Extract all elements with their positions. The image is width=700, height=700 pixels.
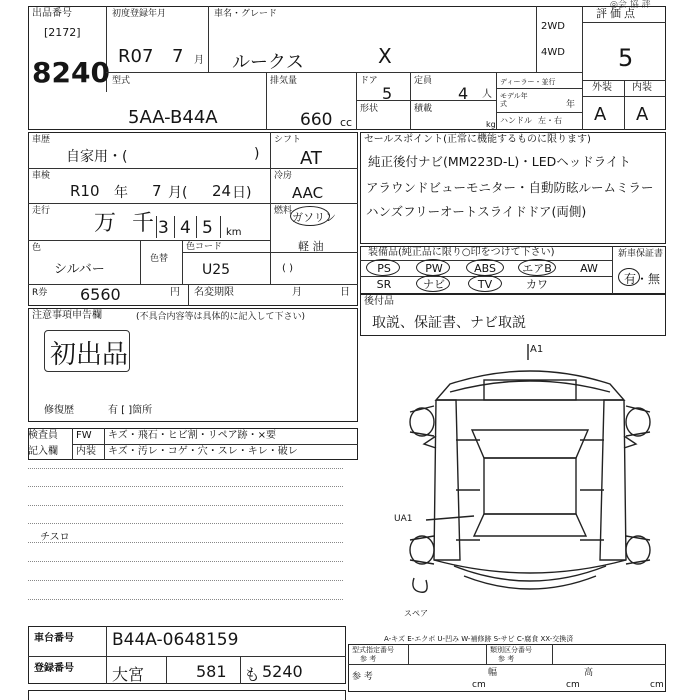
registration-limit-label: 名変期限: [194, 287, 234, 298]
body-outline: [434, 400, 626, 573]
chassis-value: B44A-0648159: [112, 630, 239, 650]
inspection-day: 24: [212, 182, 232, 200]
color-label: 色: [32, 243, 42, 253]
recycle-value: 6560: [80, 285, 121, 304]
equip-leather: カワ: [526, 278, 548, 291]
plate-number: 5240: [262, 662, 303, 681]
mileage-digit-3: 5: [202, 218, 213, 238]
color-code: U25: [202, 262, 231, 278]
equipment-label: 装備品(純正品に限り○印をつけて下さい): [368, 247, 555, 258]
load-label: 積載: [414, 104, 433, 114]
repair-value: 有 [ ]箇所: [108, 405, 153, 416]
circle-abs: [466, 259, 504, 276]
interior-label: 内装: [632, 82, 652, 93]
equip-airbag: エアB: [522, 262, 552, 275]
plate-label: 登録番号: [34, 663, 74, 674]
wheel-front-left: [410, 408, 434, 436]
doors-label: ドア: [360, 76, 378, 86]
sales-point-1: 純正後付ナビ(MM223D-L)・LEDヘッドライト: [368, 154, 631, 169]
notes-handwritten: 初出品: [50, 340, 129, 370]
dealer-label: ディーラー・並行: [500, 78, 556, 86]
windshield-outline: [472, 430, 588, 458]
first-registration-month: 7: [172, 46, 184, 67]
fuel-label: 燃料: [274, 206, 293, 216]
model-label: 型式: [112, 76, 131, 86]
lot-label: 出品番号: [32, 8, 72, 19]
exterior-label: 外装: [592, 82, 612, 93]
exterior-grade: A: [594, 104, 607, 125]
chassis-label: 車台番号: [34, 633, 74, 644]
auction-sheet: ◎会 協 評 出品番号 [2172] 8240 初度登録年月 R07 7 月 車名・グレード ルークス X 2WD 4WD 評価点 5 型式 5AA-B44A 排気量 660 cc ドア 5 形状 定員 4 人 積載 kg ディーラー・並行 モデル年式 年 ハンドル 左・右 外装 内装 A A 車歴 自家用・( ) シフト AT 車検 R10 年 7 月( 24 日) 冷房 AAC 走行 万 千 3 4 5 km 燃料 ガソリン 軽 油 色 シルバー 色替 色コード U25 ( ) R券 6560 円 名変期限 月 日 注意事項申告欄 (不具合内容等は具体的に記入して下さい) 初出品 修復歴 有 [ ]箇所 検査員 記入欄 FW キズ・飛石・ヒビ割・リペア跡・×要 内装 キズ・汚レ・コゲ・穴・スレ・キレ・破レ チスロ セールスポイント(正常に機能するものに限ります) 純正後付ナビ(MM223D-L)・LEDヘッドライト アラウンドビューモニター・自動防眩ルームミラー ハンズフリーオートスライドドア(両側) 装備品(純正品に限り○印をつけて下さい) 新車保証書 有・無 PS PW ABS エアB AW SR ナビ TV カワ 後付品 取説、保証書、ナビ取説 A1 UA1 スペア A-キズ E-エクボ U-凹み W-補修跡 S-サビ C-腐食 XX-交換済 車台番号 B44A-0648159 登録番号 大宮 581 も 5240 型式指定番号 参 考 類別区分番号 参 考 参 考 幅 高 cm cm cm: [0, 0, 700, 700]
header-right-text: ◎会 協 評: [610, 0, 651, 10]
check-row-1: キズ・飛石・ヒビ割・リペア跡・×要: [108, 430, 276, 441]
damage-mark-top: A1: [530, 344, 544, 355]
bottom-cut-row: [28, 690, 346, 700]
mileage-man: 万: [94, 211, 117, 236]
interior-grade: A: [636, 104, 649, 125]
first-registration-label: 初度登録年月: [112, 9, 167, 19]
interior-check-label: 内装: [76, 446, 96, 457]
check-row-2: キズ・汚レ・コゲ・穴・スレ・キレ・破レ: [108, 446, 298, 457]
equip-aw: AW: [580, 262, 598, 275]
plate-area: 大宮: [112, 665, 145, 684]
color-code-label: 色コード: [186, 242, 223, 252]
first-registration-year: R07: [118, 46, 154, 67]
inspector-label: 検査員: [28, 430, 58, 441]
capacity-value: 4: [458, 84, 469, 103]
drive-2wd: 2WD: [541, 21, 565, 32]
notes-label: 注意事項申告欄: [32, 310, 102, 321]
damage-mark-left: UA1: [394, 514, 413, 524]
equip-pw: PW: [425, 262, 443, 275]
rear-window-outline: [474, 514, 586, 536]
equip-abs: ABS: [474, 262, 496, 275]
entry-label: 記入欄: [28, 446, 58, 457]
car-name: ルークス: [232, 52, 304, 73]
inspection-month: 7: [152, 182, 162, 200]
attachments-label: 後付品: [364, 296, 394, 307]
equip-sr: SR: [376, 278, 392, 291]
recycle-label: R券: [32, 288, 48, 298]
car-damage-diagram: [380, 340, 680, 610]
warranty-label: 新車保証書: [618, 249, 664, 259]
plate-kana: も: [244, 665, 261, 684]
ac-value: AAC: [292, 184, 324, 202]
plate-class: 581: [196, 662, 227, 681]
car-grade: X: [378, 44, 392, 68]
car-name-label: 車名・グレード: [214, 9, 278, 19]
sales-point-3: ハンズフリーオートスライドドア(両側): [366, 204, 587, 219]
equip-ps: PS: [377, 262, 391, 275]
inspection-label: 車検: [32, 171, 51, 181]
history-label: 車歴: [32, 135, 51, 145]
lot-number: 8240: [32, 56, 110, 89]
circle-ps: [366, 259, 400, 276]
circle-navi: [416, 275, 450, 292]
inspection-year: R10: [70, 182, 100, 200]
class-number-label: 類別区分番号: [490, 646, 532, 654]
hood-front-outline: [436, 371, 624, 400]
color-value: シルバー: [54, 262, 105, 277]
shift-label: シフト: [274, 135, 302, 145]
color-change-label: 色替: [150, 254, 169, 264]
roof-outline: [484, 458, 576, 514]
equip-tv: TV: [477, 278, 493, 291]
wheel-rear-left: [410, 536, 434, 564]
handle-options: 左・右: [538, 116, 562, 125]
circle-airbag: [518, 259, 556, 276]
history-value: 自家用・(: [66, 149, 128, 165]
model-value: 5AA-B44A: [128, 107, 218, 128]
warranty-options: 有・無: [624, 272, 661, 286]
wheel-front-right: [626, 408, 650, 436]
repair-label: 修復歴: [44, 405, 74, 416]
type-number-label: 型式指定番号: [352, 646, 394, 654]
score-label: 評価点: [596, 7, 638, 20]
circle-pw: [416, 259, 450, 276]
displacement-label: 排気量: [270, 76, 298, 86]
ac-label: 冷房: [274, 171, 293, 181]
sales-points-label: セールスポイント(正常に機能するものに限ります): [364, 134, 591, 145]
drive-4wd: 4WD: [541, 47, 565, 58]
fuel-gasoline: ガソリン: [292, 211, 336, 224]
spare-label: スペア: [404, 609, 428, 618]
damage-legend: A-キズ E-エクボ U-凹み W-補修跡 S-サビ C-腐食 XX-交換済: [384, 635, 574, 643]
mileage-sen: 千: [132, 211, 155, 236]
wheel-rear-right: [626, 536, 650, 564]
shift-value: AT: [300, 148, 322, 169]
circle-warranty-yes: [618, 268, 640, 286]
fuel-diesel: 軽 油: [298, 240, 324, 253]
check-scribble: チスロ: [40, 532, 70, 543]
mileage-label: 走行: [32, 206, 51, 216]
model-year-label: モデル年式: [500, 92, 528, 108]
fw-label: FW: [76, 430, 92, 441]
capacity-label: 定員: [414, 76, 433, 86]
displacement-value: 660: [300, 110, 333, 130]
attachments-value: 取説、保証書、ナビ取説: [372, 315, 526, 331]
equip-navi: ナビ: [423, 278, 445, 291]
score-value: 5: [618, 44, 634, 72]
shape-label: 形状: [360, 104, 379, 114]
handle-label: ハンドル: [500, 116, 532, 125]
circle-tv: [468, 275, 502, 292]
notes-hint: (不具合内容等は具体的に記入して下さい): [136, 312, 306, 322]
lot-bracket-code: [2172]: [44, 26, 81, 39]
sales-point-2: アラウンドビューモニター・自動防眩ルームミラー: [366, 180, 654, 195]
doors-value: 5: [382, 84, 393, 103]
mileage-digit-1: 3: [158, 218, 169, 238]
mileage-digit-2: 4: [180, 218, 191, 238]
